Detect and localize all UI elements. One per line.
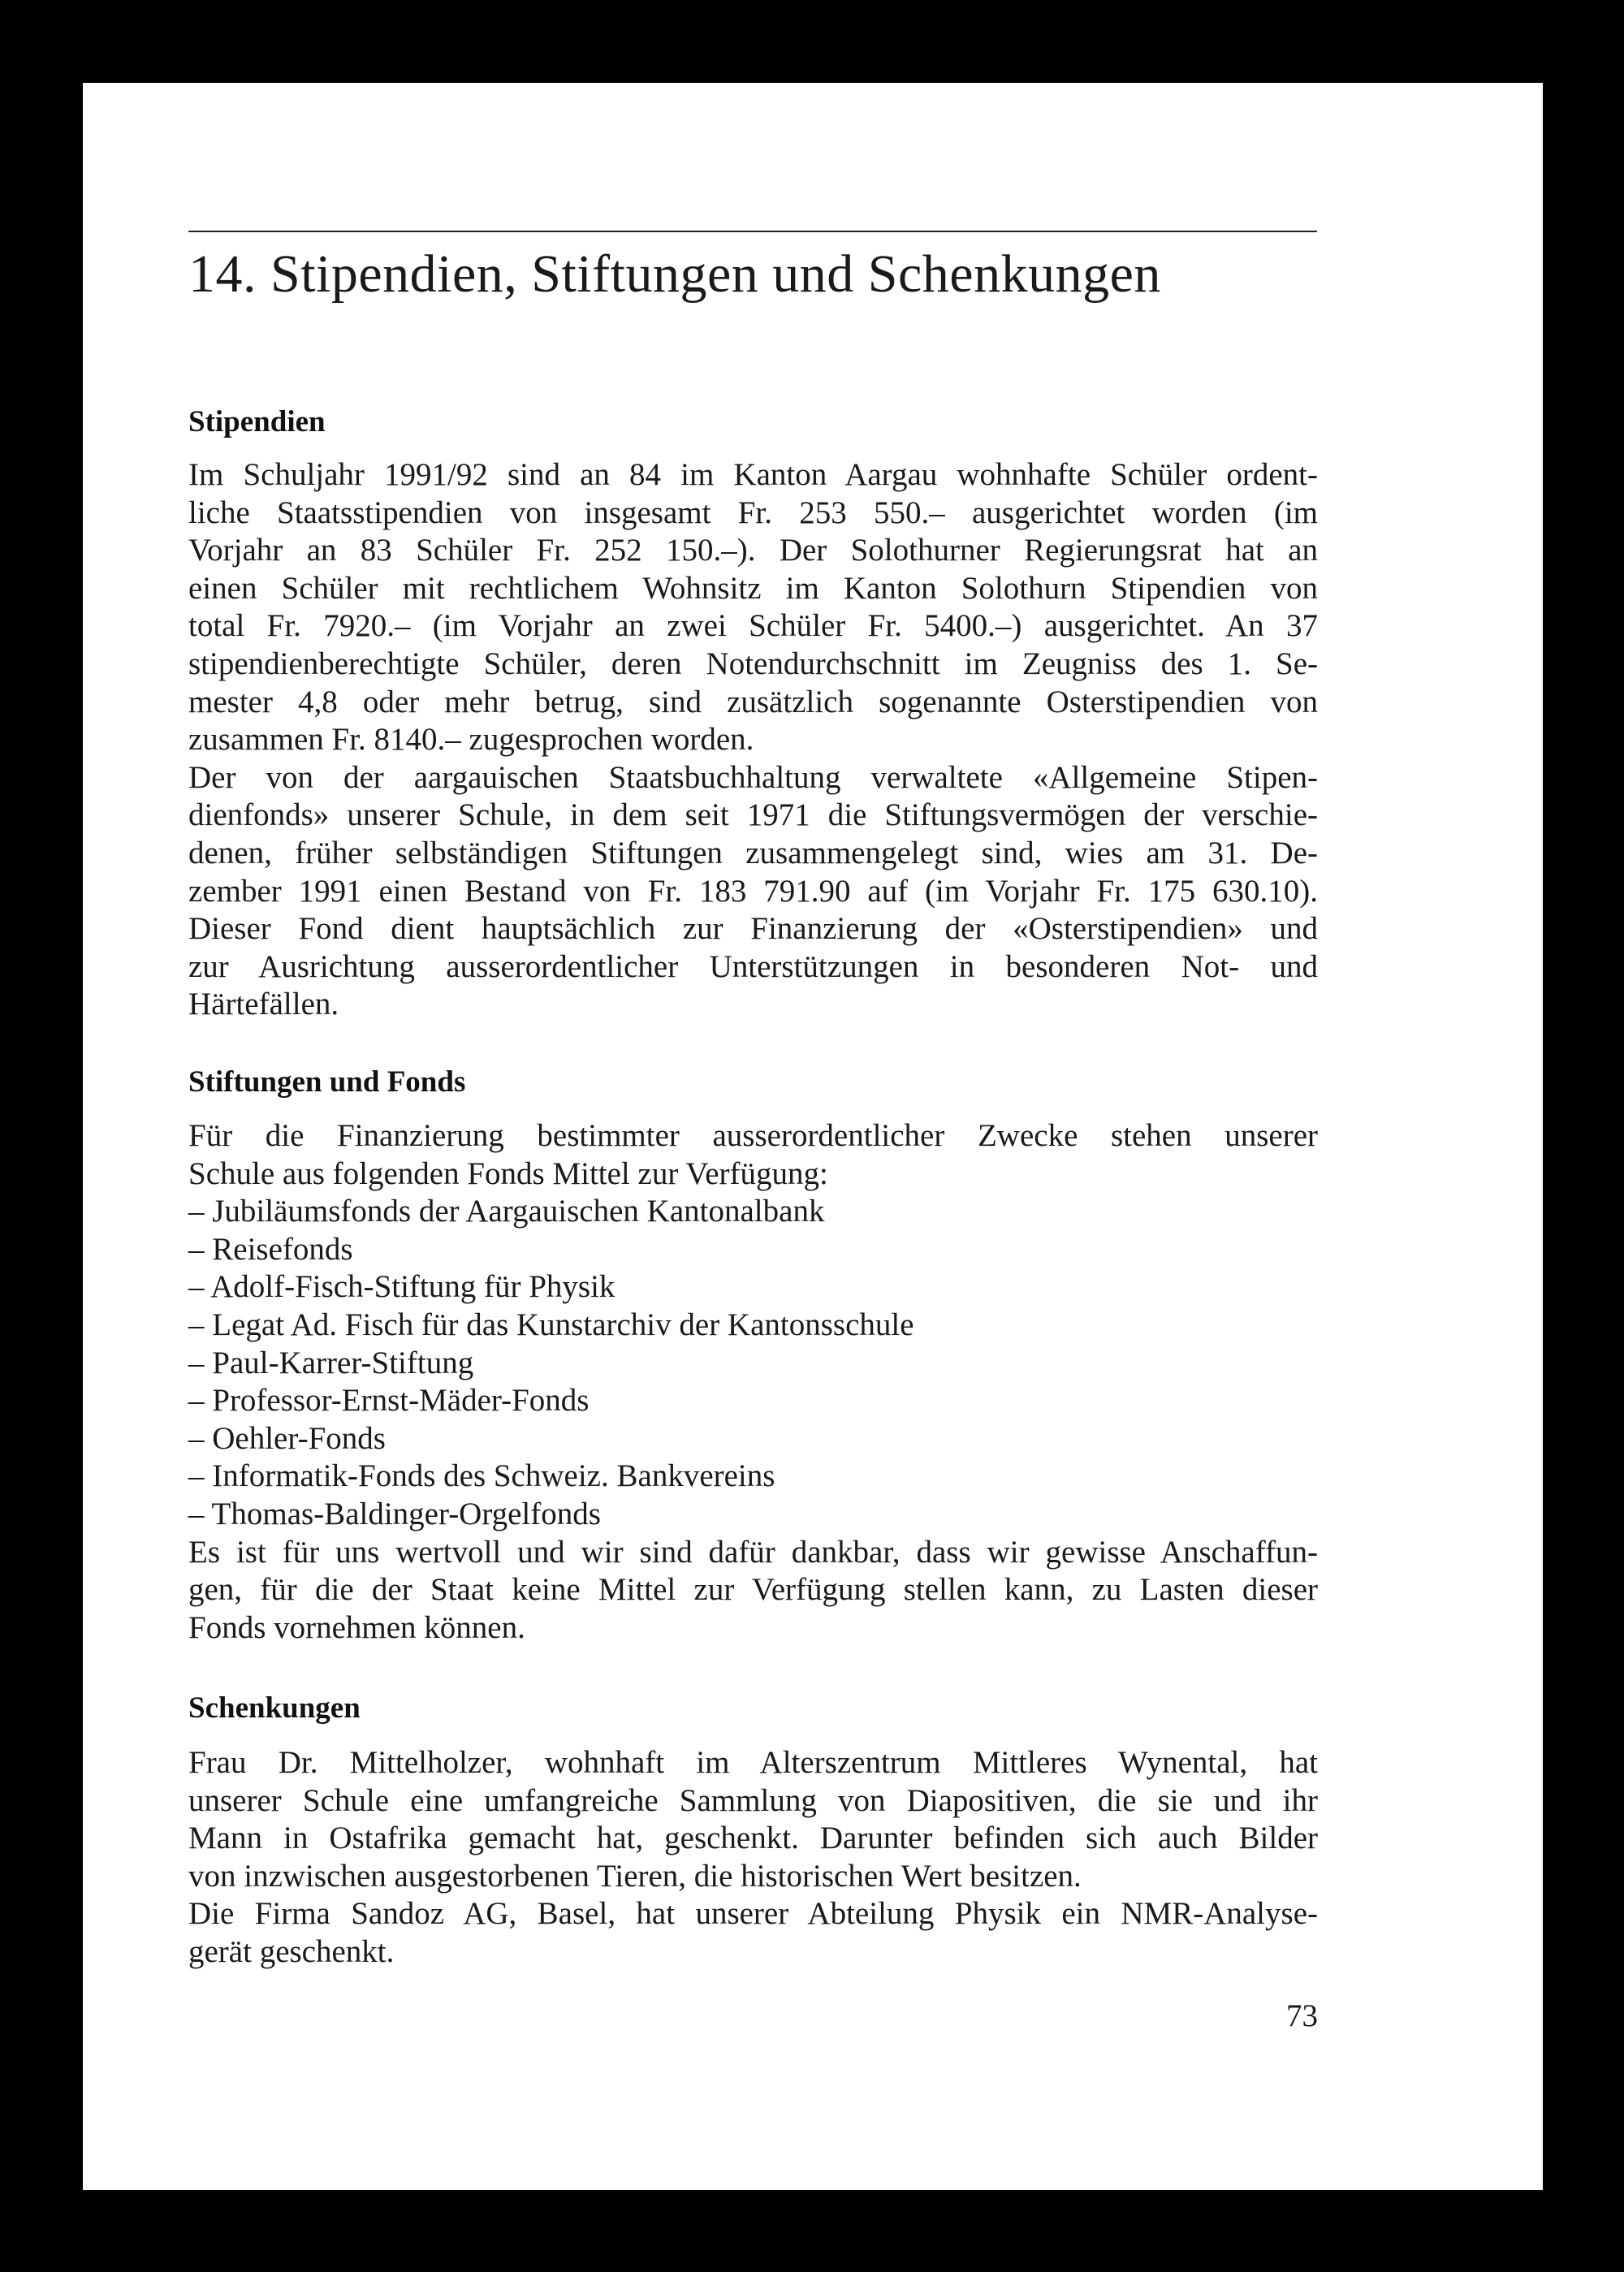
- text-line: – Informatik-Fonds des Schweiz. Bankvereins: [188, 1458, 775, 1494]
- text-line: Dieser Fond dient hauptsächlich zur Finanzierung der «Osterstipendien» und: [188, 911, 1318, 947]
- text-line: Schule aus folgenden Fonds Mittel zur Verfügung:: [188, 1155, 828, 1191]
- section-body-schenkungen: [188, 1744, 1318, 1972]
- text-line: Im Schuljahr 1991/92 sind an 84 im Kanton Aargau wohnhafte Schüler ordent-: [188, 457, 1318, 492]
- text-line: – Adolf-Fisch-Stiftung für Physik: [188, 1269, 615, 1305]
- text-line: gen, für die der Staat keine Mittel zur Verfügung stellen kann, zu Lasten dieser: [188, 1572, 1318, 1608]
- page-number: 73: [1286, 1998, 1318, 2033]
- text-line: liche Staatsstipendien von insgesamt Fr. 253 550.– ausgerichtet worden (im: [188, 495, 1318, 530]
- text-line: zusammen Fr. 8140.– zugesprochen worden.: [188, 722, 754, 758]
- text-line: – Jubiläumsfonds der Aargauischen Kantonalbank: [188, 1194, 825, 1229]
- section-heading-stipendien: Stipendien: [188, 405, 326, 438]
- text-line: Es ist für uns wertvoll und wir sind dafür dankbar, dass wir gewisse Anschaffun-: [188, 1534, 1318, 1570]
- text-line: gerät geschenkt.: [188, 1933, 395, 1969]
- text-line: Die Firma Sandoz AG, Basel, hat unserer Abteilung Physik ein NMR-Analyse-: [188, 1896, 1318, 1932]
- title-rule: [188, 231, 1317, 232]
- text-line: – Legat Ad. Fisch für das Kunstarchiv der Kantonsschule: [188, 1307, 914, 1342]
- section-heading-schenkungen: Schenkungen: [188, 1691, 361, 1725]
- text-line: mester 4,8 oder mehr betrug, sind zusätzlich sogenannte Osterstipendien von: [188, 684, 1318, 719]
- text-line: einen Schüler mit rechtlichem Wohnsitz im Kanton Solothurn Stipendien von: [188, 570, 1318, 606]
- text-line: denen, früher selbständigen Stiftungen zusammengelegt sind, wies am 31. De-: [188, 835, 1318, 870]
- text-line: von inzwischen ausgestorbenen Tieren, die historischen Wert besitzen.: [188, 1858, 1082, 1894]
- text-line: Vorjahr an 83 Schüler Fr. 252 150.–). Der Solothurner Regierungsrat hat an: [188, 533, 1318, 568]
- text-line: stipendienberechtigte Schüler, deren Notendurchschnitt im Zeugniss des 1. Se-: [188, 646, 1318, 681]
- section-body-stiftungen: [188, 1117, 1318, 1647]
- text-line: dienfonds» unserer Schule, in dem seit 1971 die Stiftungsvermögen der verschie-: [188, 797, 1318, 833]
- text-line: Fonds vornehmen können.: [188, 1609, 525, 1645]
- text-line: Für die Finanzierung bestimmter ausserordentlicher Zwecke stehen unserer: [188, 1118, 1318, 1153]
- text-line: Der von der aargauischen Staatsbuchhaltung verwaltete «Allgemeine Stipen-: [188, 759, 1318, 795]
- text-line: zember 1991 einen Bestand von Fr. 183 791.90 auf (im Vorjahr Fr. 175 630.10).: [188, 873, 1318, 909]
- text-line: zur Ausrichtung ausserordentlicher Unterstützungen in besonderen Not- und: [188, 948, 1318, 984]
- text-line: – Reisefonds: [188, 1231, 353, 1267]
- text-line: unserer Schule eine umfangreiche Sammlung von Diapositiven, die sie und ihr: [188, 1782, 1318, 1818]
- section-heading-stiftungen: Stiftungen und Fonds: [188, 1065, 466, 1099]
- text-line: Frau Dr. Mittelholzer, wohnhaft im Alterszentrum Mittleres Wynental, hat: [188, 1745, 1318, 1780]
- text-line: Härtefällen.: [188, 987, 339, 1022]
- text-line: – Professor-Ernst-Mäder-Fonds: [188, 1383, 590, 1419]
- text-line: Mann in Ostafrika gemacht hat, geschenkt. Darunter befinden sich auch Bilder: [188, 1821, 1318, 1856]
- text-line: – Paul-Karrer-Stiftung: [188, 1345, 474, 1380]
- chapter-title: 14. Stipendien, Stiftungen und Schenkungen: [188, 244, 1161, 304]
- text-line: – Thomas-Baldinger-Orgelfonds: [188, 1496, 601, 1531]
- text-line: total Fr. 7920.– (im Vorjahr an zwei Schüler Fr. 5400.–) ausgerichtet. An 37: [188, 608, 1318, 644]
- text-line: – Oehler-Fonds: [188, 1420, 386, 1456]
- section-body-stipendien: [188, 456, 1318, 1024]
